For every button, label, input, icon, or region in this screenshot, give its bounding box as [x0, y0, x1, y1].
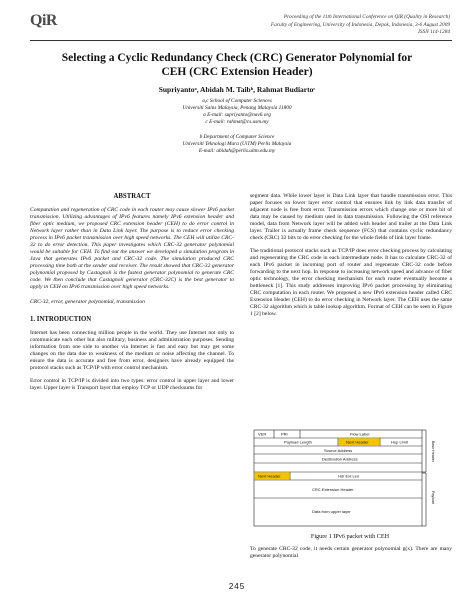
fig-base-header-label: Base Header: [431, 441, 435, 462]
intro-paragraph-2: Error control in TCP/IP is divided into two types: error control in upper layer and lower layer. Upper layer is Transport layer that employ TCP or UDP checksums for: [30, 378, 234, 391]
logo-text: QiR: [30, 12, 57, 29]
fig-crc-extension-header: CRC Extension Header: [312, 487, 354, 492]
conference-logo: [30, 12, 90, 34]
header-line-2: Faculty of Engineering, University of Indonesia, Depok, Indonesia, 3-6 August 2009: [270, 21, 450, 28]
abstract-text: Computation and regeneration of CRC code in each router may cause slower IPv6 packet transmission. Utilizing advantages of IPv6 features namely IPv6 extension header and fiber optic medium, we proposed CRC extension header (CEH) to do error control in Network layer rather than in Data Link layer. The purpose is to reduce error checking process in IPv6 packet transmission over high speed networks. The CEH will utilize CRC-32 to do error detection. This paper investigates which CRC-32 generator polynomial would be suitable for CEH. To find out the answer we developed a simulation program in Java that generates IPv6 packet and CRC-32 code. The simulation produced CRC processing time both at the sender and receiver. The result showed that CRC-32 generator polynomial proposed by Castagnoli is the fastest generator polynomial to generate CRC code. We then conclude that Castagnoli generator (CRC-32C) is the best generator to apply in CEH on IPv6 transmission over high speed networks.: [30, 207, 234, 290]
right-column: [250, 193, 452, 324]
fig-pri: PRI: [281, 431, 288, 437]
left-column: [30, 193, 234, 398]
right-column-continued: [250, 546, 452, 566]
authors: Supriyantoᵃ, Abidah M. Taibᵇ, Rahmat Budiartoᶜ: [158, 85, 316, 94]
affil2-line: Universiti Teknologi Mara (UiTM) Perlis Malaysia: [182, 141, 292, 147]
affil1-line: a E-mail: supriyanto@nav6.org: [203, 112, 271, 118]
fig-payload-length: Payload Length: [284, 439, 312, 445]
figure-ipv6-ceh-diagram: [250, 427, 450, 530]
fig-payload-label: Payload: [431, 491, 435, 504]
fig-ceh-next-header: Next Header: [258, 473, 281, 479]
abstract-heading: ABSTRACT: [113, 193, 151, 200]
fig-hdr-ext-len: Hdr Ext Len: [338, 473, 360, 479]
affil1-line: a,c School of Computer Sciences: [202, 98, 272, 104]
fig-ver: VER: [258, 431, 267, 437]
affil1-line: Universiti Sains Malaysia, Penang Malaysia 11800: [182, 105, 292, 111]
fig-source-address: Source Address: [324, 448, 353, 453]
fig-flow-label: Flow Label: [350, 431, 370, 437]
title-line-2: CEH (CRC Extension Header): [161, 65, 313, 78]
keywords: CRC-32, error, generator polynomial, transmission: [30, 299, 145, 305]
right-paragraph-3: To generate CRC-32 code, it needs certain generator polynomial g(x). There are many generator polynomial: [250, 546, 452, 559]
title-line-1: Selecting a Cyclic Redundancy Check (CRC) Generator Polynomial for: [61, 52, 413, 64]
fig-next-header: Next Header: [346, 439, 369, 445]
affil2-line: b Department of Computer Science: [199, 134, 275, 140]
right-paragraph-1: segment data. While lower layer is Data Link layer that handle transmission error. This paper focuses on lower layer error control that ensures link by link data transfer of adjacent node is free from error. Transmission errors which change one or more bit of data may be caused by medium used in data transmission. Following the OSI reference model, data from Network layer will be added with header and trailer at the Data Link layer. Trailer is actually frame check sequence (FCS) that contains cyclic redundancy check (CRC) 32 bits to do error checking for the whole fields of link layer frame.: [250, 193, 452, 241]
header-line-3: ISSN 114-1284: [418, 29, 450, 35]
intro-paragraph-1: Internet has been connecting million people in the world. They use Internet not only to communicate each other but also military, business and administration purposes. Sending information from one side to another via Internet is fast and easy but may get some changes on the data due to weakness of the medium or noise affecting the channel. To ensure the data is accurate and free from error, designers have already equipped the protocol stacks such as TCP/IP with error control mechanism.: [30, 330, 234, 371]
figure-caption: Figure 1 IPv6 packet with CEH: [310, 533, 390, 540]
header-line-1: Proceeding of the 11th International Conference on QiR (Quality in Research): [283, 14, 450, 20]
paper-title: [40, 52, 434, 79]
page-number: 245: [228, 582, 246, 591]
right-paragraph-2: The traditional protocol stacks such as TCP/IP does error checking process by calculating and regenerating the CRC code in each intermediate node. It has to calculate CRC-32 of each IPv6 packet in incoming port of router and regenerate CRC-32 code before forwarding to the next hop. In response to increasing network speed and advance of fiber optic technology, the error checking mechanism for each router eventually become a bottleneck [1]. This study addresses improving IPv6 packet processing by eliminating CRC computation in each router. We proposed a new IPv6 extension header called CRC Extension Header (CEH) to do error checking in Network layer. The CEH uses the same CRC-32 algorithm which is table lookup algorithm. Format of CEH can be seen in Figure 1 [2] below.: [250, 248, 452, 317]
affil1-line: c E-mail: rahmat@cs.usm.my: [205, 119, 269, 125]
affiliation-2: [80, 134, 394, 155]
intro-heading: 1. INTRODUCTION: [30, 316, 92, 323]
running-header: [190, 14, 450, 37]
fig-hop-limit: Hop Limit: [391, 439, 408, 445]
affil2-line: E-mail: abidah@perlis.uitm.edu.my: [198, 148, 276, 154]
fig-upper-layer-data: Data from upper layer: [312, 509, 351, 514]
affiliation-1: [80, 98, 394, 126]
header-rule: [30, 40, 452, 41]
fig-destination-address: Destination Address: [322, 456, 358, 462]
